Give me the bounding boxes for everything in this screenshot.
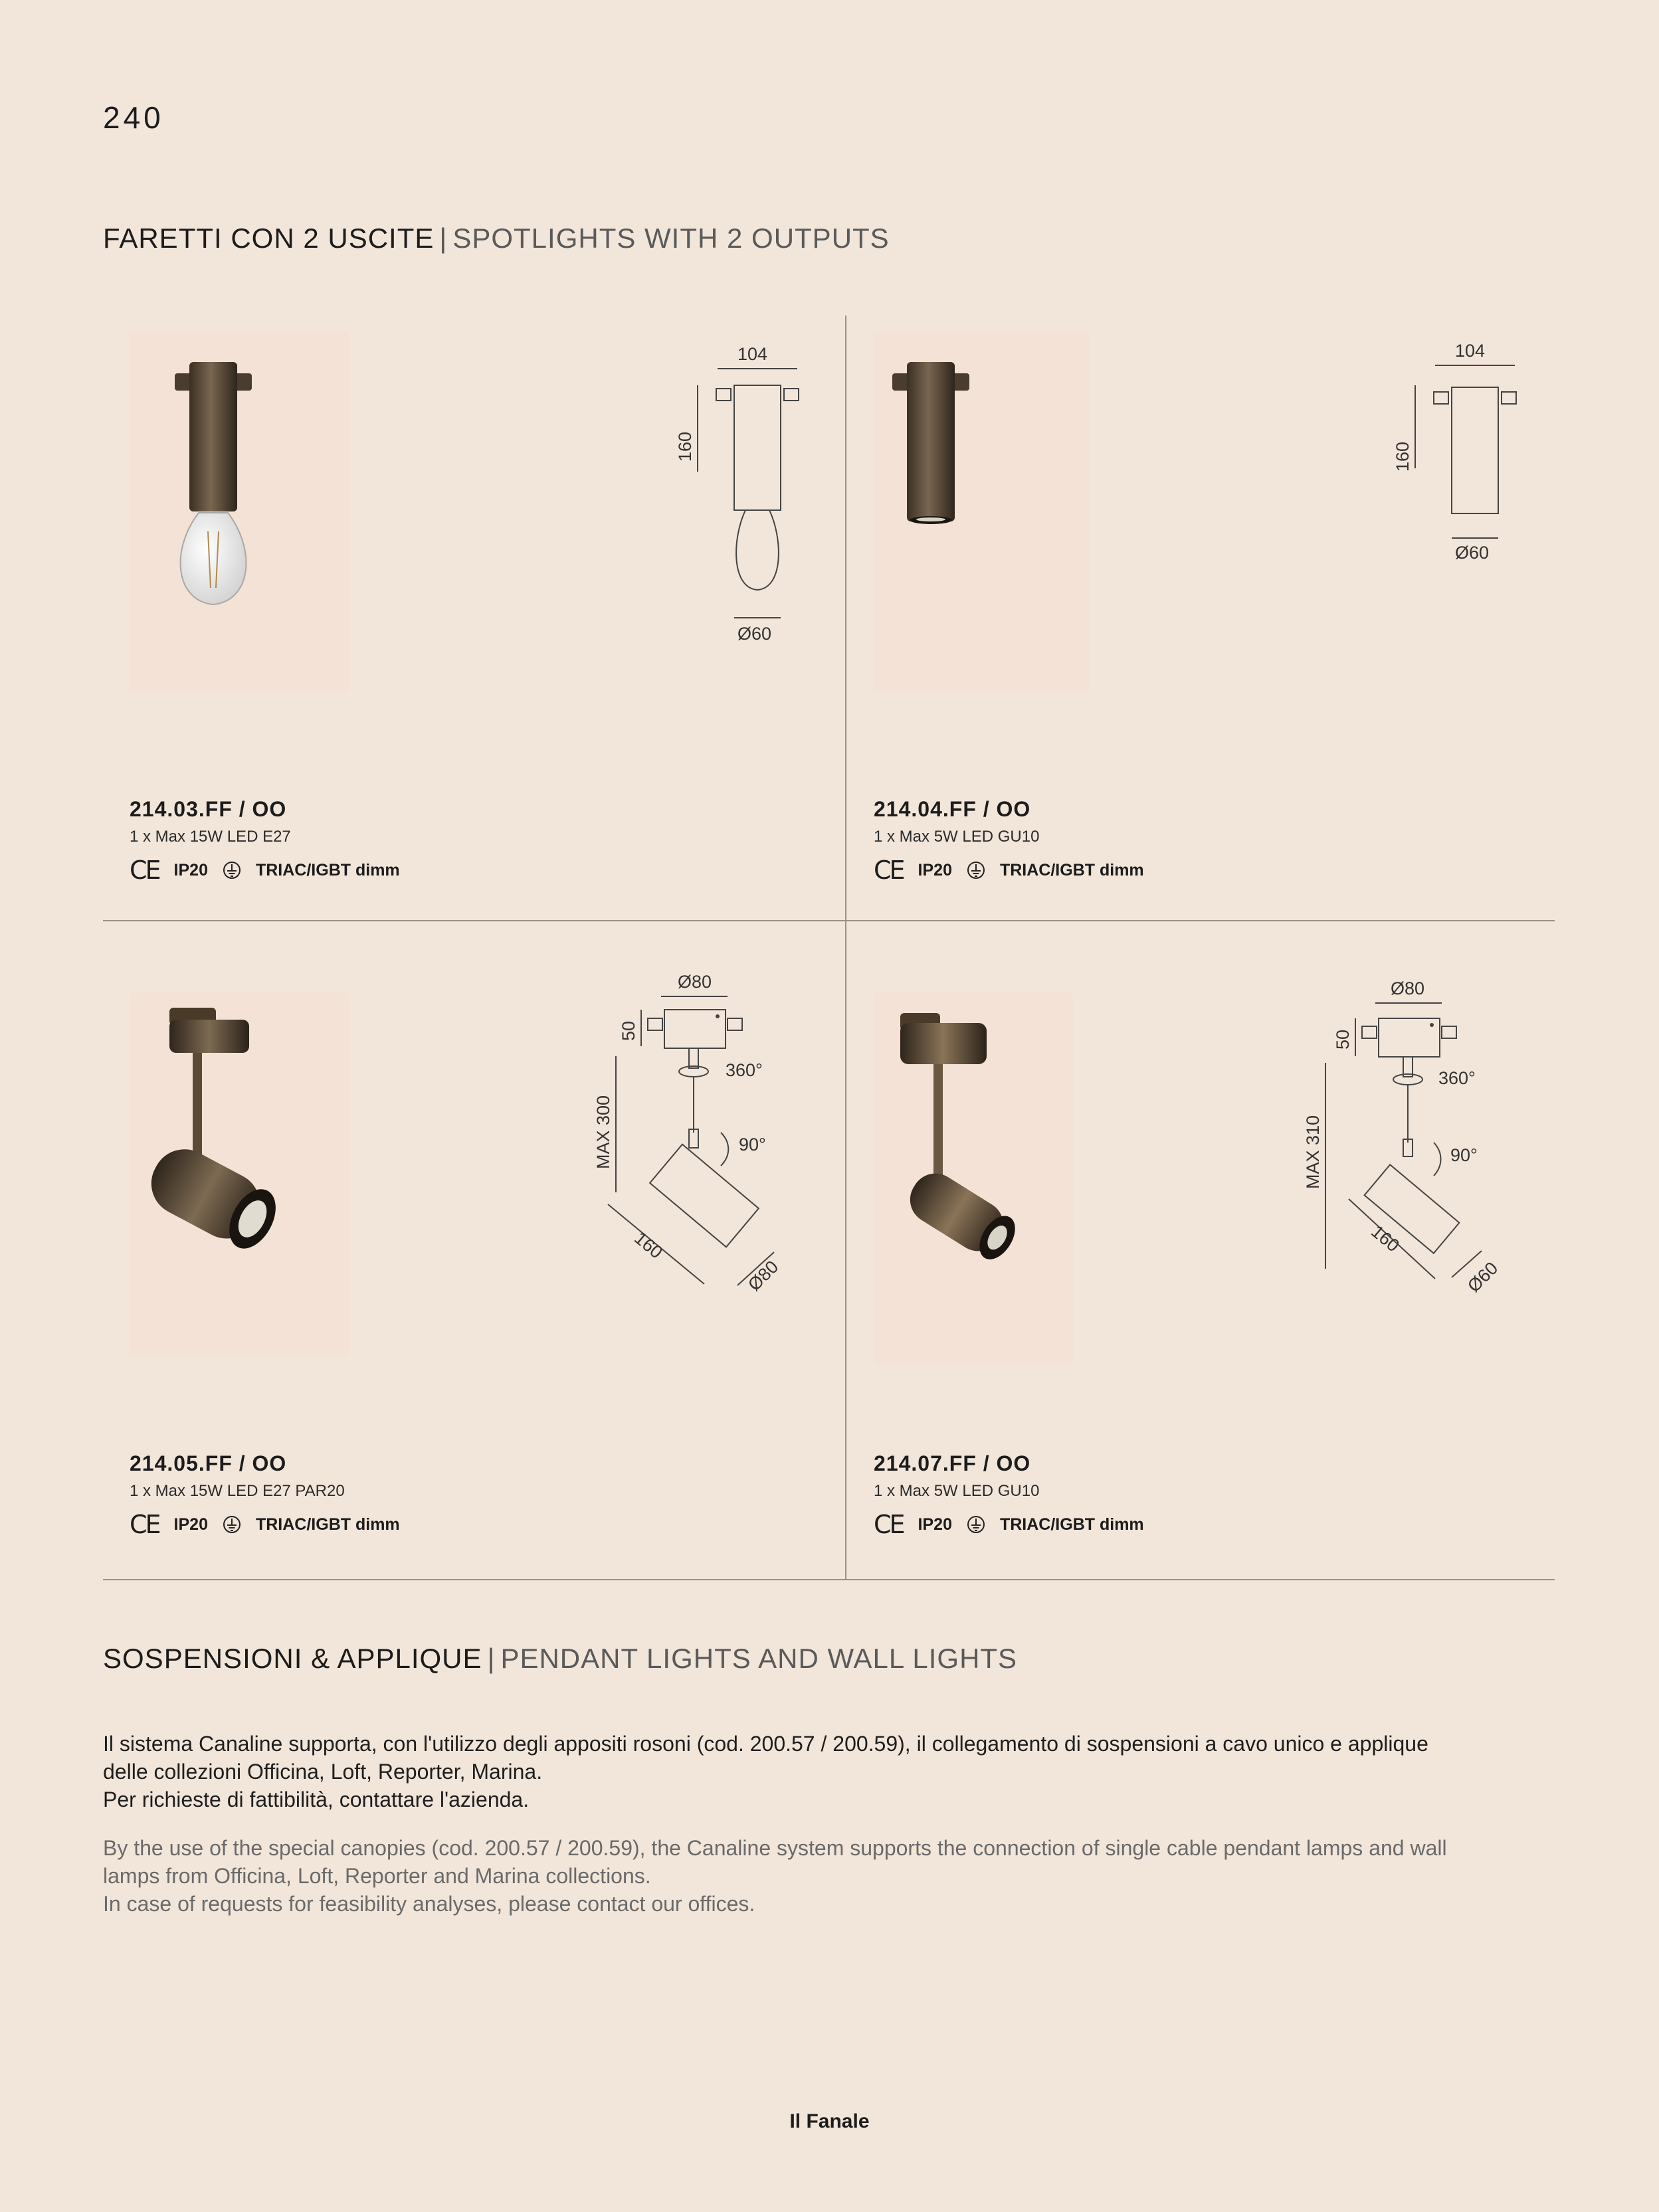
dim-base-height-214-05: 50 [619,1020,638,1041]
title-separator: | [487,1643,496,1674]
grid-divider-vertical [845,316,846,1580]
dim-rotation-214-07: 360° [1438,1068,1476,1088]
ce-mark-icon: CE [130,1510,159,1539]
dim-rotation-214-05: 360° [726,1060,763,1080]
dim-max-height-214-05: MAX 300 [593,1095,613,1169]
dim-diameter-214-03: Ø60 [737,624,772,644]
ce-mark-icon: CE [130,856,159,885]
dim-base-height-214-07: 50 [1333,1029,1353,1050]
paragraph-line: Per richieste di fattibilità, contattare l'azienda. [103,1788,530,1811]
page-number: 240 [103,100,164,135]
footer-brand: Il Fanale [789,2110,870,2132]
ground-icon [967,1515,985,1534]
section-title-en: SPOTLIGHTS WITH 2 OUTPUTS [452,223,890,254]
dim-length-214-05: 160 [631,1228,666,1263]
dim-tilt-214-07: 90° [1450,1145,1478,1165]
product-spec-214-05: 1 x Max 15W LED E27 PAR20 [130,1482,345,1500]
product-badges-214-04 [874,856,1144,885]
dimension-drawing-214-03 [671,339,830,651]
ground-icon [223,1515,241,1534]
dimension-drawing-214-04 [1389,335,1548,581]
ground-icon [223,861,241,879]
dim-diameter-214-04: Ø60 [1455,543,1490,563]
ground-icon [967,861,985,879]
paragraph-english [103,1834,1565,1918]
dim-tilt-214-05: 90° [739,1135,766,1154]
ce-mark-icon: CE [874,856,904,885]
product-photo-214-07 [874,993,1073,1365]
dim-max-height-214-07: MAX 310 [1303,1115,1323,1189]
product-photo-214-03 [130,332,349,691]
product-code-214-04: 214.04.FF / OO [874,797,1031,821]
product-badges-214-07 [874,1510,1144,1539]
section-title-pendants [103,1643,1017,1675]
product-spec-214-04: 1 x Max 5W LED GU10 [874,828,1040,846]
dim-top-diameter-214-07: Ø80 [1391,978,1425,998]
dimming-type: TRIAC/IGBT dimm [255,860,400,879]
dimension-drawing-214-05 [581,967,821,1305]
dimming-type: TRIAC/IGBT dimm [999,860,1144,879]
dim-length-214-07: 160 [1367,1221,1403,1256]
grid-divider-middle [103,920,1555,921]
ce-mark-icon: CE [874,1510,904,1539]
product-badges-214-03 [130,856,400,885]
paragraph-line: Il sistema Canaline supporta, con l'utilizzo degli appositi rosoni (cod. 200.57 / 200.59), il collegamento di sospensioni a cavo unico e applique [103,1732,1428,1756]
title-separator: | [439,223,448,254]
section-title-en: PENDANT LIGHTS AND WALL LIGHTS [500,1643,1018,1674]
dim-height-214-03: 160 [675,431,695,462]
product-badges-214-05 [130,1510,400,1539]
dimension-drawing-214-07 [1296,973,1535,1319]
dimming-type: TRIAC/IGBT dimm [999,1515,1144,1534]
ip-rating: IP20 [918,1515,952,1534]
section-title-it: FARETTI CON 2 USCITE [103,223,435,254]
dim-head-diameter-214-07: Ø60 [1464,1257,1502,1297]
product-code-214-05: 214.05.FF / OO [130,1451,287,1475]
product-spec-214-07: 1 x Max 5W LED GU10 [874,1482,1040,1500]
paragraph-line: By the use of the special canopies (cod. 200.57 / 200.59), the Canaline system supports the connection of single cable pendant lamps and wall [103,1836,1447,1860]
dim-top-diameter-214-05: Ø80 [678,972,712,992]
paragraph-line: In case of requests for feasibility analyses, please contact our offices. [103,1892,755,1916]
product-code-214-07: 214.07.FF / OO [874,1451,1031,1475]
ip-rating: IP20 [918,860,952,879]
paragraph-italian [103,1730,1565,1813]
section-title-spotlights [103,223,890,254]
paragraph-line: lamps from Officina, Loft, Reporter and Marina collections. [103,1864,651,1888]
grid-divider-bottom [103,1579,1555,1580]
ip-rating: IP20 [173,1515,208,1534]
dimming-type: TRIAC/IGBT dimm [255,1515,400,1534]
ip-rating: IP20 [173,860,208,879]
paragraph-line: delle collezioni Officina, Loft, Reporter, Marina. [103,1760,543,1784]
section-title-it: SOSPENSIONI & APPLIQUE [103,1643,482,1674]
dim-head-diameter-214-05: Ø80 [744,1256,783,1295]
product-spec-214-03: 1 x Max 15W LED E27 [130,828,291,846]
dim-width-214-03: 104 [737,344,768,364]
dim-width-214-04: 104 [1455,341,1486,361]
product-photo-214-05 [130,993,349,1355]
dim-height-214-04: 160 [1393,441,1413,472]
product-code-214-03: 214.03.FF / OO [130,797,287,821]
product-photo-214-04 [874,332,1090,691]
